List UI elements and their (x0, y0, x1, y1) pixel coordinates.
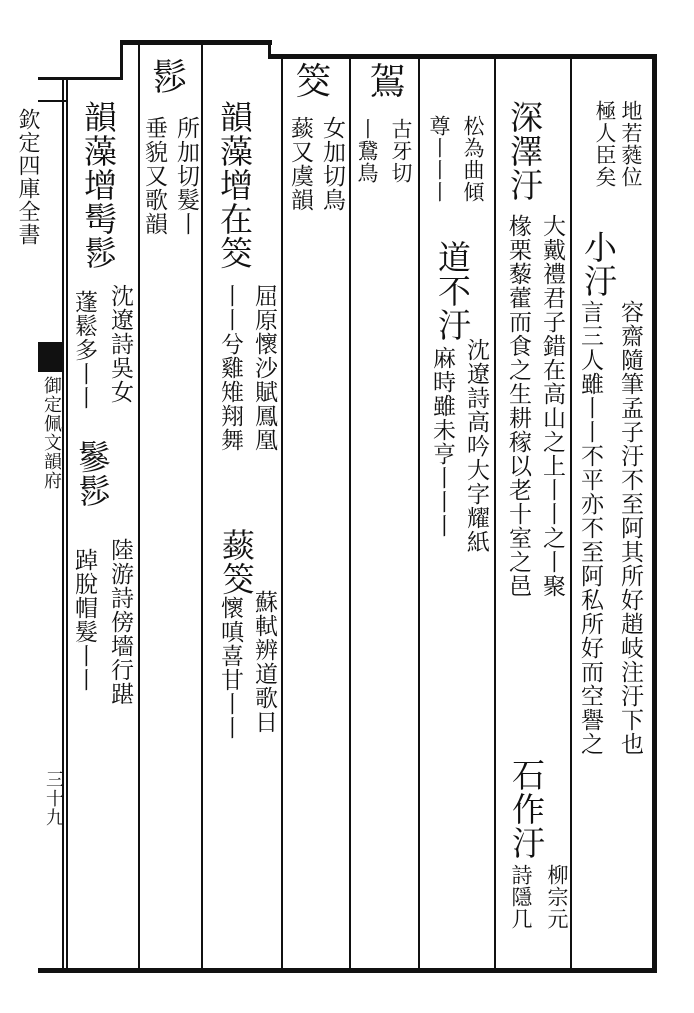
col4-body-2: 麻時雖未亨丨丨丨 (429, 346, 455, 538)
col5-body-1: 古牙切 (389, 118, 413, 184)
col2-body-1: 容齋隨筆孟子汙不至阿其所好趙岐注汙下也 (617, 300, 643, 756)
col9-head-entry: 韻藻增髩髿 (79, 100, 118, 270)
col7-head-entry: 韻藻增在筊 (215, 100, 254, 270)
col9-body-2: 蓬鬆多丨丨 (71, 290, 97, 410)
col7-tail-1: 蘇軾辨道歌日 (251, 590, 277, 734)
col-divider-3 (418, 58, 420, 968)
margin-black-tab (38, 342, 64, 372)
col3-tail-2: 詩隱几 (509, 864, 533, 930)
frame-inner-top (38, 100, 68, 102)
col3-head-entry: 深澤汙 (505, 100, 544, 202)
page-number: 三十九 (43, 770, 64, 827)
col3-tail-1: 柳宗元 (545, 864, 569, 930)
col7-tail-2: 懷嗔喜甘丨丨 (217, 596, 243, 740)
col6-body-1: 女加切鳥 (319, 116, 345, 212)
col5-body-2: 丨鵞鳥 (355, 118, 379, 184)
col3-body-1: 大戴禮君子錯在高山之上丨丨之丨聚 (539, 214, 565, 598)
col2-body-2: 言三人雖丨丨不平亦不至阿私所好而空譽之 (577, 300, 603, 756)
frame-top-left (38, 77, 120, 80)
col9-tail-1: 陸游詩傍墻行踸 (107, 538, 133, 706)
col-divider-5 (281, 58, 283, 968)
frame-top-right (268, 54, 656, 59)
col-divider-1 (570, 58, 572, 968)
frame-top-tab-left (120, 40, 123, 80)
col4-line-1: 松為曲傾 (461, 115, 485, 203)
col9-tail-2: 踔脫帽髮丨丨 (71, 548, 97, 692)
col4-head-entry: 道不汙 (433, 240, 472, 342)
section-title: 御定佩文韻府 (41, 376, 62, 490)
col9-body-1: 沈遼詩吳女 (107, 284, 133, 404)
col8-body-2: 垂貌又歌韻 (141, 116, 167, 236)
frame-bottom (38, 968, 657, 973)
col7-body-1: 屈原懷沙賦鳳凰 (251, 284, 277, 452)
col6-head-entry: 筊 (290, 62, 331, 99)
col5-head-entry: 鴐 (364, 62, 405, 99)
col3-tail-entry: 石作汙 (507, 758, 546, 860)
col2-head-entry: 小汙 (579, 230, 618, 298)
col1-line-2: 極人臣矣 (593, 100, 617, 188)
col8-body-1: 所加切髮丨 (173, 116, 199, 236)
col8-head-entry: 髿 (146, 58, 187, 95)
frame-right (652, 54, 657, 972)
col-divider-6 (201, 44, 203, 968)
col-divider-7 (138, 44, 140, 968)
frame-left-inner (62, 80, 64, 968)
col-divider-8 (66, 80, 68, 968)
col3-body-2: 椽栗藜藿而食之生耕稼以老十室之邑 (505, 214, 531, 598)
col4-line-2: 尊丨丨丨 (427, 115, 451, 203)
frame-top-tab (120, 40, 272, 45)
col7-tail-entry: 䕭筊 (217, 528, 256, 596)
col-divider-2 (494, 58, 496, 968)
col4-body-1: 沈遼詩高吟大字耀紙 (463, 338, 489, 554)
book-title: 欽定四庫全書 (15, 108, 40, 246)
col1-line-1: 地若蕤位 (619, 100, 643, 188)
col7-body-2: 丨丨兮雞雉翔舞 (217, 284, 243, 452)
col9-tail-entry: 鬖髿 (73, 440, 112, 508)
col6-body-2: 䕭又虞韻 (287, 116, 313, 212)
col-divider-4 (349, 58, 351, 968)
